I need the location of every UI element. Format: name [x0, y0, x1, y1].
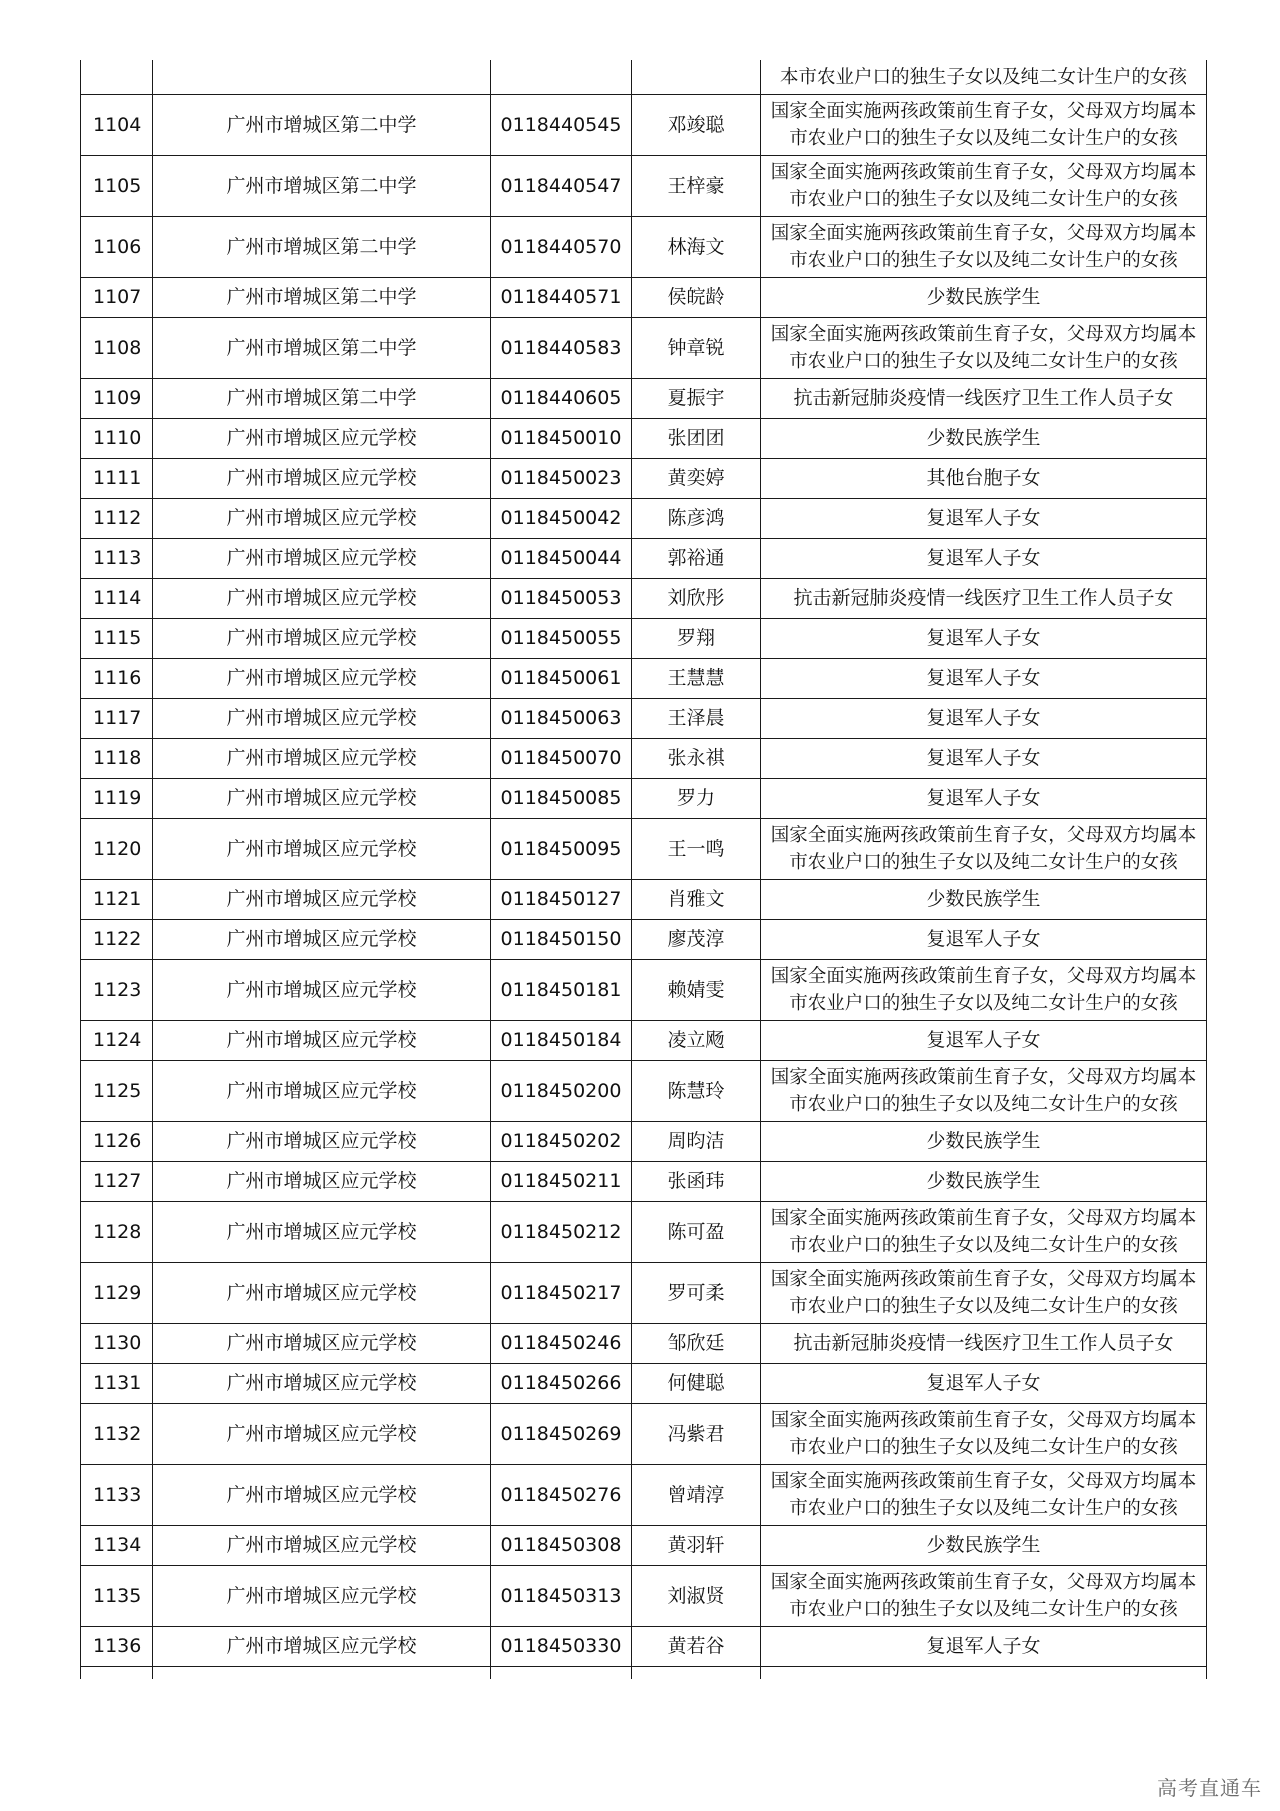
cell-student-name: 何健聪 — [632, 1364, 761, 1404]
cell-student-id: 0118450023 — [491, 459, 632, 499]
cell-category: 国家全面实施两孩政策前生育子女，父母双方均属本市农业户口的独生子女以及纯二女计生户的女孩 — [761, 1404, 1207, 1465]
cell-category: 国家全面实施两孩政策前生育子女，父母双方均属本市农业户口的独生子女以及纯二女计生户的女孩 — [761, 1465, 1207, 1526]
cell-school: 广州市增城区第二中学 — [153, 217, 491, 278]
cell-category: 国家全面实施两孩政策前生育子女，父母双方均属本市农业户口的独生子女以及纯二女计生户的女孩 — [761, 1202, 1207, 1263]
table-row — [81, 1364, 1207, 1404]
cell-student-name: 陈慧玲 — [632, 1061, 761, 1122]
cell-school: 广州市增城区应元学校 — [153, 1061, 491, 1122]
cell-school: 广州市增城区应元学校 — [153, 1404, 491, 1465]
cell-student-name: 王一鸣 — [632, 819, 761, 880]
cell-student-name: 侯皖龄 — [632, 278, 761, 318]
cell-serial-number: 1120 — [81, 819, 153, 880]
cell-student-name: 夏振宇 — [632, 379, 761, 419]
fragment-cell-name — [632, 60, 761, 95]
table-row — [81, 1162, 1207, 1202]
cell-student-name: 黄奕婷 — [632, 459, 761, 499]
cell-student-id: 0118450266 — [491, 1364, 632, 1404]
cell-serial-number: 1105 — [81, 156, 153, 217]
cell-serial-number: 1128 — [81, 1202, 153, 1263]
cell-student-id: 0118450042 — [491, 499, 632, 539]
cell-student-id: 0118450269 — [491, 1404, 632, 1465]
cell-category: 少数民族学生 — [761, 278, 1207, 318]
cell-school: 广州市增城区第二中学 — [153, 379, 491, 419]
cell-category: 少数民族学生 — [761, 419, 1207, 459]
cell-student-name: 邓竣聪 — [632, 95, 761, 156]
cell-category: 少数民族学生 — [761, 1162, 1207, 1202]
cell-student-id: 0118450246 — [491, 1324, 632, 1364]
cell-school: 广州市增城区第二中学 — [153, 95, 491, 156]
cell-category: 其他台胞子女 — [761, 459, 1207, 499]
cell-serial-number: 1118 — [81, 739, 153, 779]
cell-category: 复退军人子女 — [761, 619, 1207, 659]
cell-category: 国家全面实施两孩政策前生育子女，父母双方均属本市农业户口的独生子女以及纯二女计生户的女孩 — [761, 1566, 1207, 1627]
cell-serial-number: 1114 — [81, 579, 153, 619]
table-row — [81, 318, 1207, 379]
table-row — [81, 278, 1207, 318]
cell-student-id: 0118450217 — [491, 1263, 632, 1324]
cell-school: 广州市增城区应元学校 — [153, 1162, 491, 1202]
table-row — [81, 779, 1207, 819]
cell-school: 广州市增城区应元学校 — [153, 1202, 491, 1263]
table-row — [81, 539, 1207, 579]
cell-serial-number: 1132 — [81, 1404, 153, 1465]
stub-cell — [153, 1667, 491, 1680]
cell-student-name: 刘欣彤 — [632, 579, 761, 619]
cell-serial-number: 1106 — [81, 217, 153, 278]
cell-school: 广州市增城区应元学校 — [153, 819, 491, 880]
cell-category: 复退军人子女 — [761, 499, 1207, 539]
cell-serial-number: 1112 — [81, 499, 153, 539]
cell-school: 广州市增城区应元学校 — [153, 539, 491, 579]
cell-student-name: 王慧慧 — [632, 659, 761, 699]
cell-school: 广州市增城区应元学校 — [153, 960, 491, 1021]
cell-student-name: 林海文 — [632, 217, 761, 278]
cell-student-id: 0118450313 — [491, 1566, 632, 1627]
watermark-text: 高考直通车 — [1157, 1776, 1262, 1800]
cell-category: 国家全面实施两孩政策前生育子女，父母双方均属本市农业户口的独生子女以及纯二女计生户的女孩 — [761, 156, 1207, 217]
cell-serial-number: 1109 — [81, 379, 153, 419]
table-row — [81, 619, 1207, 659]
cell-student-id: 0118450200 — [491, 1061, 632, 1122]
cell-category: 复退军人子女 — [761, 1627, 1207, 1667]
cell-school: 广州市增城区应元学校 — [153, 459, 491, 499]
cell-category: 复退军人子女 — [761, 659, 1207, 699]
fragment-cell-no — [81, 60, 153, 95]
cell-category: 抗击新冠肺炎疫情一线医疗卫生工作人员子女 — [761, 379, 1207, 419]
cell-school: 广州市增城区应元学校 — [153, 1324, 491, 1364]
cell-student-name: 陈彦鸿 — [632, 499, 761, 539]
cell-serial-number: 1107 — [81, 278, 153, 318]
cell-student-name: 张永祺 — [632, 739, 761, 779]
cell-school: 广州市增城区第二中学 — [153, 156, 491, 217]
table-row — [81, 1324, 1207, 1364]
cell-student-id: 0118450070 — [491, 739, 632, 779]
cell-student-id: 0118450044 — [491, 539, 632, 579]
cell-category: 国家全面实施两孩政策前生育子女，父母双方均属本市农业户口的独生子女以及纯二女计生户的女孩 — [761, 217, 1207, 278]
cell-student-id: 0118450202 — [491, 1122, 632, 1162]
cell-school: 广州市增城区应元学校 — [153, 1566, 491, 1627]
table-row — [81, 1404, 1207, 1465]
cell-student-name: 陈可盈 — [632, 1202, 761, 1263]
cell-student-name: 张团团 — [632, 419, 761, 459]
cell-school: 广州市增城区应元学校 — [153, 880, 491, 920]
cell-serial-number: 1110 — [81, 419, 153, 459]
table-row — [81, 1465, 1207, 1526]
cell-category: 少数民族学生 — [761, 1526, 1207, 1566]
cell-school: 广州市增城区应元学校 — [153, 579, 491, 619]
cell-student-name: 邹欣廷 — [632, 1324, 761, 1364]
cell-student-id: 0118450085 — [491, 779, 632, 819]
table-row — [81, 1202, 1207, 1263]
table-row — [81, 659, 1207, 699]
cell-category: 复退军人子女 — [761, 739, 1207, 779]
cell-school: 广州市增城区应元学校 — [153, 619, 491, 659]
stub-cell — [632, 1667, 761, 1680]
cell-school: 广州市增城区应元学校 — [153, 699, 491, 739]
cell-serial-number: 1127 — [81, 1162, 153, 1202]
cell-student-name: 郭裕通 — [632, 539, 761, 579]
cell-serial-number: 1130 — [81, 1324, 153, 1364]
cell-student-id: 0118450095 — [491, 819, 632, 880]
table-row — [81, 1566, 1207, 1627]
table-row — [81, 1061, 1207, 1122]
table-row — [81, 1627, 1207, 1667]
cell-school: 广州市增城区应元学校 — [153, 739, 491, 779]
cell-student-id: 0118450308 — [491, 1526, 632, 1566]
cell-student-name: 黄羽轩 — [632, 1526, 761, 1566]
cell-student-id: 0118450061 — [491, 659, 632, 699]
cell-student-id: 0118440571 — [491, 278, 632, 318]
cell-student-id: 0118450181 — [491, 960, 632, 1021]
cell-student-name: 罗翔 — [632, 619, 761, 659]
cell-category: 国家全面实施两孩政策前生育子女，父母双方均属本市农业户口的独生子女以及纯二女计生户的女孩 — [761, 318, 1207, 379]
cell-student-name: 黄若谷 — [632, 1627, 761, 1667]
table-row — [81, 419, 1207, 459]
table-row — [81, 156, 1207, 217]
cell-school: 广州市增城区应元学校 — [153, 1364, 491, 1404]
cell-school: 广州市增城区第二中学 — [153, 278, 491, 318]
continued-row-fragment — [81, 60, 1207, 95]
cell-serial-number: 1125 — [81, 1061, 153, 1122]
cell-school: 广州市增城区应元学校 — [153, 659, 491, 699]
cell-student-id: 0118440545 — [491, 95, 632, 156]
roster-table — [80, 60, 1207, 1679]
cell-serial-number: 1131 — [81, 1364, 153, 1404]
stub-cell — [81, 1667, 153, 1680]
cell-student-name: 王梓豪 — [632, 156, 761, 217]
cell-school: 广州市增城区应元学校 — [153, 920, 491, 960]
fragment-cell-school — [153, 60, 491, 95]
cell-category: 复退军人子女 — [761, 699, 1207, 739]
cell-student-name: 张函玮 — [632, 1162, 761, 1202]
cell-school: 广州市增城区第二中学 — [153, 318, 491, 379]
table-row — [81, 819, 1207, 880]
cell-student-id: 0118450010 — [491, 419, 632, 459]
cell-serial-number: 1122 — [81, 920, 153, 960]
cell-category: 抗击新冠肺炎疫情一线医疗卫生工作人员子女 — [761, 1324, 1207, 1364]
cell-school: 广州市增城区应元学校 — [153, 1021, 491, 1061]
cell-serial-number: 1124 — [81, 1021, 153, 1061]
cell-student-name: 王泽晨 — [632, 699, 761, 739]
cell-category: 复退军人子女 — [761, 539, 1207, 579]
cell-serial-number: 1136 — [81, 1627, 153, 1667]
cell-school: 广州市增城区应元学校 — [153, 1465, 491, 1526]
continued-row-stub — [81, 1667, 1207, 1680]
cell-category: 国家全面实施两孩政策前生育子女，父母双方均属本市农业户口的独生子女以及纯二女计生户的女孩 — [761, 819, 1207, 880]
cell-serial-number: 1123 — [81, 960, 153, 1021]
cell-serial-number: 1119 — [81, 779, 153, 819]
cell-category: 复退军人子女 — [761, 779, 1207, 819]
cell-student-id: 0118440605 — [491, 379, 632, 419]
cell-category: 国家全面实施两孩政策前生育子女，父母双方均属本市农业户口的独生子女以及纯二女计生户的女孩 — [761, 95, 1207, 156]
stub-cell — [491, 1667, 632, 1680]
cell-category: 国家全面实施两孩政策前生育子女，父母双方均属本市农业户口的独生子女以及纯二女计生户的女孩 — [761, 960, 1207, 1021]
cell-student-name: 廖茂淳 — [632, 920, 761, 960]
table-row — [81, 699, 1207, 739]
cell-serial-number: 1108 — [81, 318, 153, 379]
cell-student-name: 罗可柔 — [632, 1263, 761, 1324]
cell-category: 复退军人子女 — [761, 1364, 1207, 1404]
cell-serial-number: 1116 — [81, 659, 153, 699]
table-row — [81, 739, 1207, 779]
table-row — [81, 499, 1207, 539]
cell-school: 广州市增城区应元学校 — [153, 1122, 491, 1162]
cell-serial-number: 1117 — [81, 699, 153, 739]
cell-student-name: 凌立飏 — [632, 1021, 761, 1061]
cell-student-id: 0118450053 — [491, 579, 632, 619]
cell-student-id: 0118440547 — [491, 156, 632, 217]
table-row — [81, 920, 1207, 960]
cell-school: 广州市增城区应元学校 — [153, 1263, 491, 1324]
fragment-cell-id — [491, 60, 632, 95]
table-row — [81, 217, 1207, 278]
cell-serial-number: 1104 — [81, 95, 153, 156]
table-row — [81, 579, 1207, 619]
stub-cell — [761, 1667, 1207, 1680]
cell-serial-number: 1111 — [81, 459, 153, 499]
cell-school: 广州市增城区应元学校 — [153, 419, 491, 459]
cell-serial-number: 1129 — [81, 1263, 153, 1324]
cell-school: 广州市增城区应元学校 — [153, 499, 491, 539]
cell-student-id: 0118450055 — [491, 619, 632, 659]
cell-category: 抗击新冠肺炎疫情一线医疗卫生工作人员子女 — [761, 579, 1207, 619]
table-row — [81, 1021, 1207, 1061]
cell-category: 复退军人子女 — [761, 1021, 1207, 1061]
table-row — [81, 960, 1207, 1021]
cell-student-name: 曾靖淳 — [632, 1465, 761, 1526]
table-row — [81, 95, 1207, 156]
cell-student-name: 周昀洁 — [632, 1122, 761, 1162]
cell-category: 复退军人子女 — [761, 920, 1207, 960]
table-row — [81, 379, 1207, 419]
cell-student-name: 罗力 — [632, 779, 761, 819]
cell-student-name: 肖雅文 — [632, 880, 761, 920]
cell-student-id: 0118450276 — [491, 1465, 632, 1526]
cell-school: 广州市增城区应元学校 — [153, 779, 491, 819]
cell-student-id: 0118450127 — [491, 880, 632, 920]
cell-student-id: 0118450212 — [491, 1202, 632, 1263]
cell-category: 少数民族学生 — [761, 880, 1207, 920]
cell-school: 广州市增城区应元学校 — [153, 1627, 491, 1667]
cell-category: 国家全面实施两孩政策前生育子女，父母双方均属本市农业户口的独生子女以及纯二女计生户的女孩 — [761, 1061, 1207, 1122]
table-row — [81, 1263, 1207, 1324]
cell-category: 少数民族学生 — [761, 1122, 1207, 1162]
cell-serial-number: 1126 — [81, 1122, 153, 1162]
cell-student-id: 0118440570 — [491, 217, 632, 278]
roster-body — [81, 60, 1207, 1679]
cell-school: 广州市增城区应元学校 — [153, 1526, 491, 1566]
cell-serial-number: 1115 — [81, 619, 153, 659]
cell-student-id: 0118450063 — [491, 699, 632, 739]
cell-serial-number: 1133 — [81, 1465, 153, 1526]
table-row — [81, 1526, 1207, 1566]
cell-serial-number: 1121 — [81, 880, 153, 920]
fragment-cell-category: 本市农业户口的独生子女以及纯二女计生户的女孩 — [761, 60, 1207, 95]
cell-student-id: 0118450184 — [491, 1021, 632, 1061]
cell-student-id: 0118440583 — [491, 318, 632, 379]
cell-student-id: 0118450330 — [491, 1627, 632, 1667]
cell-serial-number: 1134 — [81, 1526, 153, 1566]
cell-category: 国家全面实施两孩政策前生育子女，父母双方均属本市农业户口的独生子女以及纯二女计生户的女孩 — [761, 1263, 1207, 1324]
cell-student-name: 冯紫君 — [632, 1404, 761, 1465]
cell-student-id: 0118450150 — [491, 920, 632, 960]
cell-student-name: 赖婧雯 — [632, 960, 761, 1021]
cell-student-name: 刘淑贤 — [632, 1566, 761, 1627]
cell-student-id: 0118450211 — [491, 1162, 632, 1202]
table-row — [81, 1122, 1207, 1162]
cell-serial-number: 1135 — [81, 1566, 153, 1627]
table-row — [81, 880, 1207, 920]
cell-student-name: 钟章锐 — [632, 318, 761, 379]
table-row — [81, 459, 1207, 499]
cell-serial-number: 1113 — [81, 539, 153, 579]
